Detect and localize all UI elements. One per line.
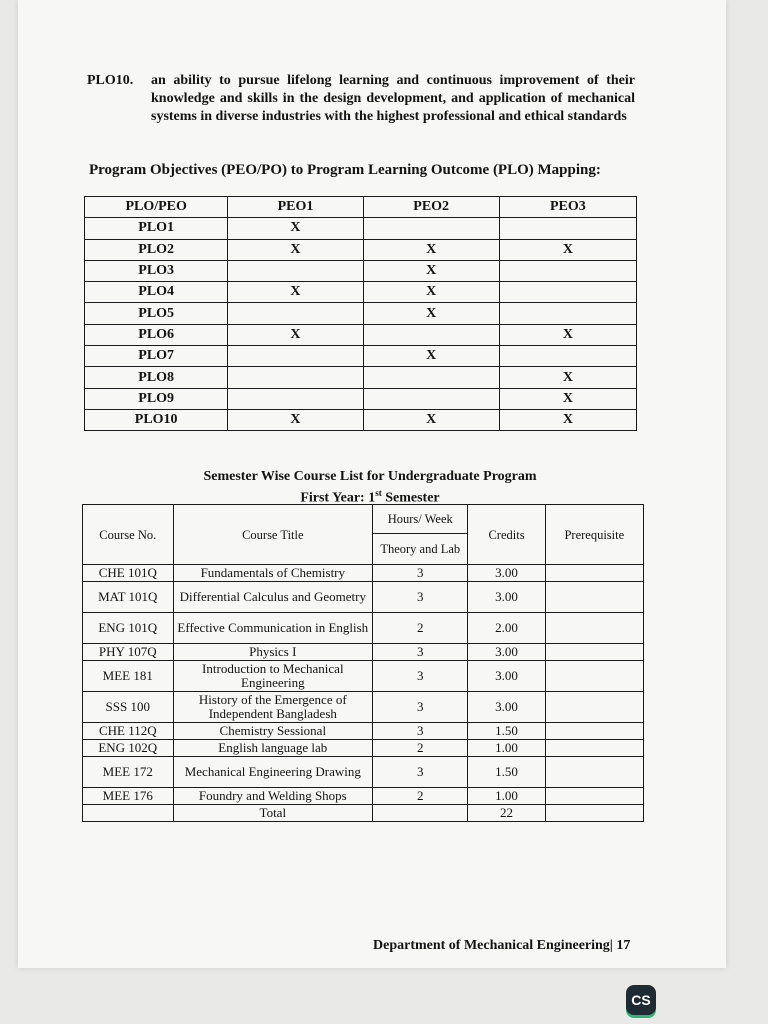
mapping-row (85, 303, 637, 324)
semester-title-line1: Semester Wise Course List for Undergraduate Program (203, 469, 537, 484)
course-hours: 2 (373, 740, 468, 757)
mapping-mark-cell: X (499, 239, 636, 260)
mapping-mark-cell (499, 346, 636, 367)
mapping-mark-cell: X (363, 409, 499, 430)
mapping-mark-cell (499, 218, 636, 239)
mapping-mark-cell: X (228, 409, 363, 430)
mapping-mark-cell (499, 282, 636, 303)
course-credits: 3.00 (468, 582, 545, 613)
header-course-title: Course Title (173, 505, 373, 565)
total-hours-blank (373, 805, 468, 822)
peo-plo-mapping-table (84, 196, 637, 431)
course-row (83, 740, 644, 757)
mapping-mark-cell (499, 303, 636, 324)
mapping-header-cell: PEO1 (228, 197, 363, 218)
course-number: MAT 101Q (83, 582, 174, 613)
course-title: Introduction to Mechanical Engineering (173, 661, 373, 692)
course-credits: 1.00 (468, 788, 545, 805)
total-label: Total (173, 805, 373, 822)
course-credits: 3.00 (468, 644, 545, 661)
course-number: MEE 176 (83, 788, 174, 805)
course-row (83, 661, 644, 692)
course-row (83, 644, 644, 661)
mapping-row (85, 346, 637, 367)
course-title: English language lab (173, 740, 373, 757)
mapping-mark-cell (363, 367, 499, 388)
course-number: ENG 101Q (83, 613, 174, 644)
camscanner-badge: CS (626, 985, 656, 1015)
mapping-row (85, 388, 637, 409)
plo10-label: PLO10. (87, 73, 134, 88)
course-title: Fundamentals of Chemistry (173, 565, 373, 582)
course-hours: 3 (373, 565, 468, 582)
course-number: CHE 101Q (83, 565, 174, 582)
course-credits: 3.00 (468, 565, 545, 582)
mapping-plo-label: PLO1 (85, 218, 228, 239)
course-hours: 2 (373, 788, 468, 805)
course-title: Mechanical Engineering Drawing (173, 757, 373, 788)
mapping-row (85, 239, 637, 260)
header-course-no: Course No. (83, 505, 174, 565)
course-number: MEE 172 (83, 757, 174, 788)
mapping-mark-cell (228, 367, 363, 388)
course-prerequisite (545, 788, 643, 805)
mapping-mark-cell (363, 388, 499, 409)
course-number: ENG 102Q (83, 740, 174, 757)
course-prerequisite (545, 613, 643, 644)
course-row (83, 613, 644, 644)
mapping-plo-label: PLO10 (85, 409, 228, 430)
mapping-mark-cell: X (363, 303, 499, 324)
course-credits: 1.00 (468, 740, 545, 757)
course-hours: 3 (373, 582, 468, 613)
course-row (83, 757, 644, 788)
mapping-mark-cell (228, 346, 363, 367)
mapping-mark-cell: X (499, 367, 636, 388)
course-title: History of the Emergence of Independent Bangladesh (173, 692, 373, 723)
mapping-plo-label: PLO6 (85, 324, 228, 345)
course-credits: 1.50 (468, 757, 545, 788)
semester-title (160, 469, 580, 507)
mapping-plo-label: PLO8 (85, 367, 228, 388)
mapping-plo-label: PLO7 (85, 346, 228, 367)
mapping-mark-cell: X (363, 282, 499, 303)
mapping-mark-cell: X (363, 239, 499, 260)
mapping-row (85, 260, 637, 281)
total-credits: 22 (468, 805, 545, 822)
total-prereq-blank (545, 805, 643, 822)
mapping-mark-cell: X (363, 346, 499, 367)
mapping-header-row (85, 197, 637, 218)
mapping-mark-cell: X (228, 218, 363, 239)
course-hours: 2 (373, 613, 468, 644)
course-number: MEE 181 (83, 661, 174, 692)
mapping-mark-cell (363, 324, 499, 345)
mapping-mark-cell: X (228, 239, 363, 260)
course-title: Chemistry Sessional (173, 723, 373, 740)
course-hours: 3 (373, 661, 468, 692)
mapping-plo-label: PLO3 (85, 260, 228, 281)
mapping-mark-cell: X (499, 388, 636, 409)
course-hours: 3 (373, 757, 468, 788)
course-row (83, 565, 644, 582)
course-prerequisite (545, 582, 643, 613)
course-list-table (82, 504, 644, 822)
mapping-plo-label: PLO9 (85, 388, 228, 409)
header-hours-week: Hours/ Week (373, 505, 468, 534)
course-credits: 1.50 (468, 723, 545, 740)
mapping-mark-cell (499, 260, 636, 281)
course-number: CHE 112Q (83, 723, 174, 740)
course-credits: 3.00 (468, 661, 545, 692)
mapping-mark-cell (228, 303, 363, 324)
course-row (83, 582, 644, 613)
mapping-mark-cell (228, 260, 363, 281)
page-footer: Department of Mechanical Engineering| 17 (373, 938, 631, 953)
course-hours: 3 (373, 692, 468, 723)
course-row (83, 723, 644, 740)
course-prerequisite (545, 723, 643, 740)
course-title: Differential Calculus and Geometry (173, 582, 373, 613)
mapping-header-cell: PEO3 (499, 197, 636, 218)
course-hours: 3 (373, 644, 468, 661)
mapping-plo-label: PLO2 (85, 239, 228, 260)
course-prerequisite (545, 644, 643, 661)
mapping-plo-label: PLO5 (85, 303, 228, 324)
course-prerequisite (545, 740, 643, 757)
mapping-row (85, 367, 637, 388)
mapping-mark-cell: X (363, 260, 499, 281)
semester-title-line2: First Year: 1st Semester (300, 488, 440, 506)
header-prerequisite: Prerequisite (545, 505, 643, 565)
course-title: Effective Communication in English (173, 613, 373, 644)
course-number: PHY 107Q (83, 644, 174, 661)
mapping-title: Program Objectives (PEO/PO) to Program Learning Outcome (PLO) Mapping: (89, 162, 601, 178)
mapping-row (85, 409, 637, 430)
course-prerequisite (545, 565, 643, 582)
course-row (83, 692, 644, 723)
mapping-mark-cell: X (499, 324, 636, 345)
mapping-mark-cell (228, 388, 363, 409)
mapping-row (85, 282, 637, 303)
course-title: Foundry and Welding Shops (173, 788, 373, 805)
mapping-header-cell: PEO2 (363, 197, 499, 218)
mapping-row (85, 324, 637, 345)
mapping-mark-cell: X (499, 409, 636, 430)
mapping-row (85, 218, 637, 239)
course-credits: 2.00 (468, 613, 545, 644)
course-number: SSS 100 (83, 692, 174, 723)
course-hours: 3 (373, 723, 468, 740)
mapping-mark-cell: X (228, 324, 363, 345)
mapping-mark-cell: X (228, 282, 363, 303)
mapping-plo-label: PLO4 (85, 282, 228, 303)
course-table-header-row (83, 505, 644, 534)
mapping-mark-cell (363, 218, 499, 239)
course-prerequisite (545, 661, 643, 692)
header-credits: Credits (468, 505, 545, 565)
mapping-header-cell: PLO/PEO (85, 197, 228, 218)
course-total-row (83, 805, 644, 822)
course-credits: 3.00 (468, 692, 545, 723)
course-prerequisite (545, 692, 643, 723)
plo10-text: an ability to pursue lifelong learning and continuous improvement of their knowledge and skills in the design development, and application of mechanical systems in diverse industries with the highest professional and ethical standards (151, 73, 635, 124)
course-title: Physics I (173, 644, 373, 661)
header-theory-lab: Theory and Lab (373, 534, 468, 565)
total-blank (83, 805, 174, 822)
course-prerequisite (545, 757, 643, 788)
course-row (83, 788, 644, 805)
